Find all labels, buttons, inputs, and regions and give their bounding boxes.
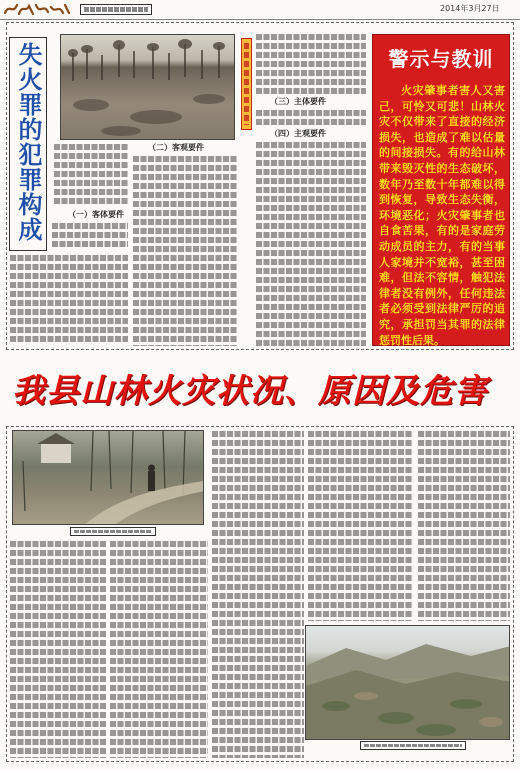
burnt-hillside-photo [305, 625, 510, 740]
photo-caption [360, 741, 466, 750]
article-text-column [54, 144, 128, 206]
feature-title: 失火罪的犯罪构成 [14, 42, 43, 242]
article-text-column [308, 431, 413, 621]
article-text-column [418, 431, 510, 621]
article-text-column [256, 110, 366, 128]
article-text-column [256, 142, 366, 346]
article-text-column [10, 255, 128, 345]
warning-box [372, 34, 510, 346]
issue-date: 2014年3月27日 [440, 4, 500, 13]
main-headline: 我县山林火灾状况、原因及危害 [12, 371, 488, 410]
feature-subhead-2: （二）客观要件 [148, 143, 204, 152]
feature-subhead-3: （三）主体要件 [270, 97, 326, 106]
feature-title-box [9, 37, 47, 251]
article-text-column [256, 34, 366, 94]
feature-subhead-4: （四）主观要件 [270, 129, 326, 138]
article-text-column [52, 223, 128, 250]
warning-body: 火灾肇事者害人又害己，可怜又可悲！山林火灾不仅带来了直接的经济损失，也造成了难以估量的间接损失。有的给山林带来毁灭性的生态破坏，数年乃至数十年都难以得到恢复，导致生态失衡，环境恶化；火灾肇事者也自食苦果，有的是家庭劳动成员的主力，有的当事人家境并不宽裕，甚至困难，但法不容情，触犯法律者没有例外，任何违法者必须受到法律严厉的追究，承担罚当其罪的法律惩罚性后果。 [379, 84, 505, 347]
feature-subhead-1: （一）客体要件 [68, 210, 124, 219]
vertical-banner-strip [241, 38, 252, 130]
calligraphy-logo-icon [3, 1, 71, 17]
masthead [0, 0, 520, 20]
article-text-column [133, 156, 237, 346]
photo-caption [70, 527, 156, 536]
article-text-column [110, 541, 208, 758]
issue-number-box [80, 4, 152, 15]
burnt-forest-photo [60, 34, 235, 140]
article-text-column [10, 541, 106, 758]
forest-path-photo [12, 430, 204, 525]
warning-title: 警示与教训 [388, 47, 494, 71]
article-text-column [212, 431, 304, 758]
